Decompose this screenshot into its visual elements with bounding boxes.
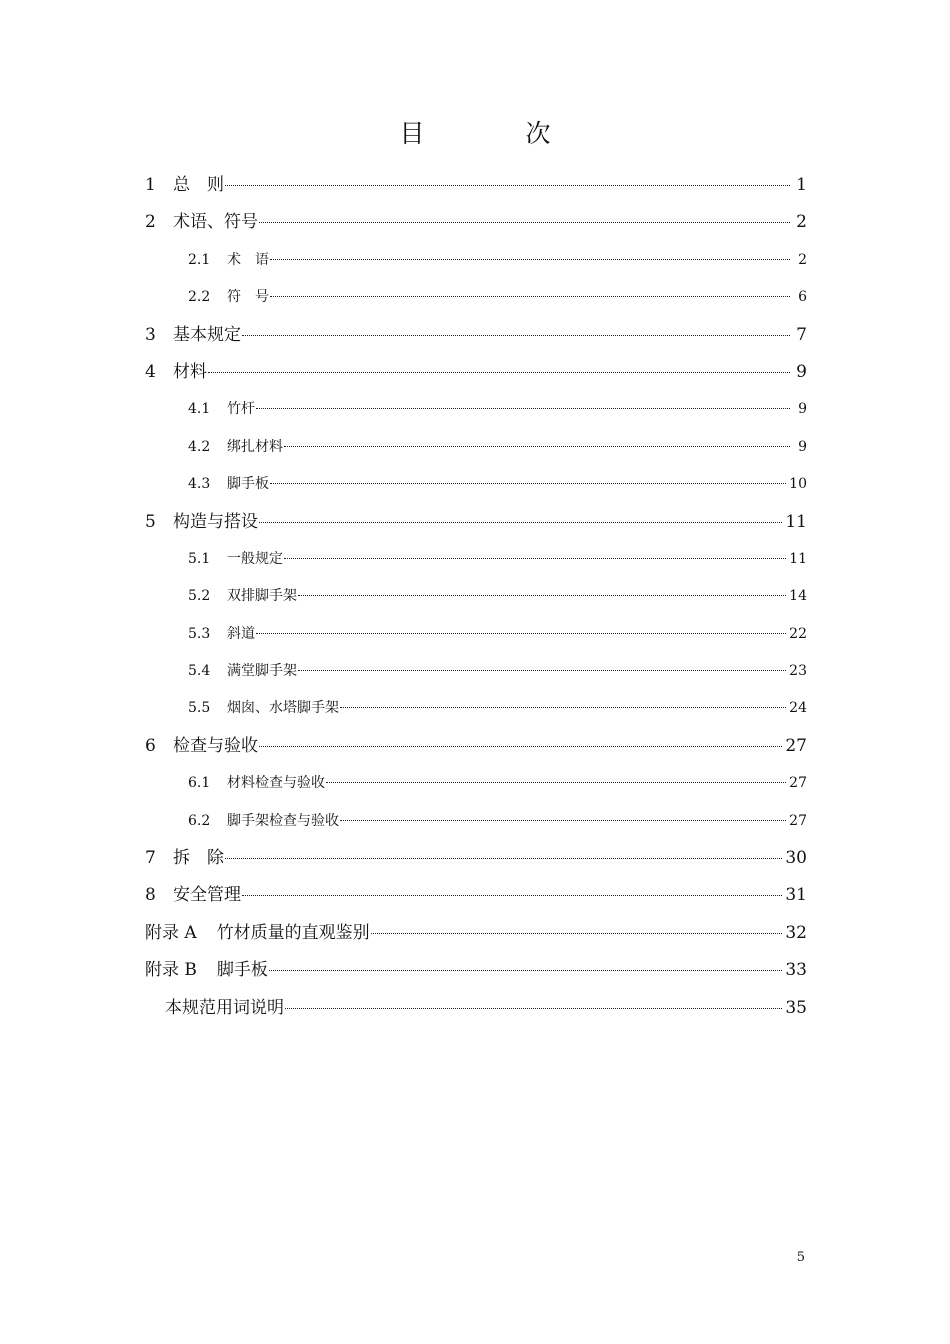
toc-leader-dots: [298, 591, 786, 596]
toc-entry-number: 4.1: [188, 401, 211, 418]
toc-entry-number: 8: [145, 885, 156, 906]
toc-entry-page: 24: [789, 700, 807, 717]
toc-leader-dots: [298, 666, 786, 671]
toc-entry-page: 27: [789, 775, 807, 792]
toc-entry-label: 构造与搭设: [173, 511, 258, 532]
toc-entry[interactable]: [145, 354, 807, 391]
toc-entry-number: 5.1: [188, 550, 211, 567]
toc-entry-page: 27: [789, 812, 807, 829]
toc-entry-label: 总 则: [173, 175, 224, 195]
toc-leader-dots: [270, 479, 786, 484]
toc-entry-number: 2.2: [188, 289, 211, 306]
toc-subentry[interactable]: [145, 279, 807, 316]
toc-entry-page: 2: [798, 251, 807, 268]
toc-entry-label: 本规范用词说明: [165, 997, 284, 1018]
toc-entry-page: 31: [785, 885, 807, 906]
toc-leader-dots: [270, 255, 790, 260]
toc-leader-dots: [242, 891, 782, 896]
toc-leader-dots: [284, 554, 786, 559]
toc-subentry[interactable]: [145, 429, 807, 466]
toc-entry-number: 4.3: [188, 476, 211, 493]
toc-entry-page: 27: [785, 735, 807, 756]
toc-entry-number: 2.1: [188, 251, 211, 268]
toc-subentry[interactable]: [145, 616, 807, 653]
toc-subentry[interactable]: [145, 653, 807, 690]
toc-appendix-entry[interactable]: [145, 952, 807, 989]
toc-subentry[interactable]: [145, 578, 807, 615]
toc-entry-label: 拆 除: [173, 848, 224, 869]
toc-entry-number: 附录 B: [145, 960, 197, 981]
toc-entry-number: 6: [145, 735, 156, 756]
toc-entry[interactable]: [145, 167, 807, 204]
toc-leader-dots: [225, 854, 782, 859]
toc-entry-number: 5.3: [188, 625, 211, 642]
toc-entry-page: 23: [789, 663, 807, 680]
toc-entry-page: 11: [789, 550, 807, 567]
toc-entry-number: 5.5: [188, 700, 211, 717]
toc-entry-page: 32: [785, 922, 807, 943]
toc-entry-label: 竹材质量的直观鉴别: [216, 922, 370, 943]
toc-leader-dots: [284, 442, 790, 447]
toc-entry-page: 9: [798, 438, 807, 455]
toc-leader-dots: [340, 703, 786, 708]
toc-entry[interactable]: [145, 317, 807, 354]
toc-leader-dots: [256, 404, 790, 409]
toc-entry-label: 脚手板: [216, 960, 268, 981]
toc-entry-label: 烟囱、水塔脚手架: [227, 700, 339, 717]
toc-leader-dots: [340, 816, 786, 821]
toc-subentry[interactable]: [145, 391, 807, 428]
toc-entry-label: 安全管理: [173, 885, 241, 906]
toc-entry-label: 基本规定: [173, 324, 241, 345]
toc-entry[interactable]: [145, 877, 807, 914]
toc-entry-page: 35: [785, 997, 807, 1018]
toc-entry-page: 30: [785, 848, 807, 869]
toc-entry-number: 5: [145, 511, 156, 532]
toc-entry-page: 7: [796, 324, 807, 345]
toc-entry-page: 1: [796, 175, 807, 195]
table-of-contents: [145, 167, 807, 1027]
toc-entry-page: 33: [785, 960, 807, 981]
toc-leader-dots: [285, 1004, 782, 1009]
toc-entry-number: 6.1: [188, 775, 211, 792]
toc-entry-label: 符 号: [227, 289, 269, 306]
toc-subentry[interactable]: [145, 466, 807, 503]
toc-entry-number: 1: [145, 175, 156, 195]
toc-leader-dots: [270, 292, 790, 297]
toc-entry-number: 4: [145, 361, 156, 382]
toc-subentry[interactable]: [145, 765, 807, 802]
toc-appendix-entry[interactable]: [145, 915, 807, 952]
toc-entry-page: 6: [798, 289, 807, 306]
toc-entry-number: 6.2: [188, 812, 211, 829]
toc-entry-label: 斜道: [227, 625, 255, 642]
toc-entry[interactable]: [145, 204, 807, 241]
toc-entry-page: 9: [798, 401, 807, 418]
toc-leader-dots: [225, 181, 790, 186]
toc-entry[interactable]: [145, 504, 807, 541]
page-title: 目 次: [399, 119, 589, 148]
toc-entry-page: 2: [796, 212, 807, 233]
toc-entry-page: 9: [796, 361, 807, 382]
toc-entry-label: 材料: [173, 361, 207, 382]
toc-entry-number: 3: [145, 324, 156, 345]
toc-subentry[interactable]: [145, 690, 807, 727]
toc-entry-page: 22: [789, 625, 807, 642]
toc-entry-number: 7: [145, 848, 156, 869]
toc-entry-label: 材料检查与验收: [227, 775, 325, 792]
toc-leader-dots: [256, 629, 786, 634]
toc-entry-label: 脚手板: [227, 476, 269, 493]
toc-leader-dots: [208, 368, 790, 373]
toc-entry-label: 双排脚手架: [227, 588, 297, 605]
toc-entry-label: 满堂脚手架: [227, 663, 297, 680]
toc-entry-label: 一般规定: [227, 550, 283, 567]
toc-entry-number: 5.2: [188, 588, 211, 605]
toc-subentry[interactable]: [145, 242, 807, 279]
page-number: 5: [796, 1250, 805, 1265]
toc-entry-number: 2: [145, 212, 156, 233]
toc-entry-number: 4.2: [188, 438, 211, 455]
toc-entry-label: 竹杆: [227, 401, 255, 418]
toc-entry-label: 检查与验收: [173, 735, 258, 756]
toc-entry-page: 14: [789, 588, 807, 605]
toc-leader-dots: [259, 742, 782, 747]
toc-leader-dots: [242, 331, 790, 336]
toc-entry-label: 绑扎材料: [227, 438, 283, 455]
toc-entry-number: 附录 A: [145, 922, 197, 943]
toc-entry[interactable]: [145, 728, 807, 765]
toc-entry[interactable]: [145, 840, 807, 877]
toc-leader-dots: [259, 218, 790, 223]
toc-leader-dots: [371, 929, 783, 934]
toc-entry-page: 10: [789, 476, 807, 493]
toc-leader-dots: [269, 966, 782, 971]
toc-subentry[interactable]: [145, 541, 807, 578]
toc-entry-number: 5.4: [188, 663, 211, 680]
toc-entry-label: 术 语: [227, 251, 269, 268]
toc-entry-label: 术语、符号: [173, 212, 258, 233]
toc-entry-page: 11: [785, 511, 807, 532]
toc-leader-dots: [326, 778, 786, 783]
toc-subentry[interactable]: [145, 803, 807, 840]
toc-entry-label: 脚手架检查与验收: [227, 812, 339, 829]
toc-leader-dots: [259, 518, 782, 523]
toc-entry[interactable]: [145, 990, 807, 1027]
